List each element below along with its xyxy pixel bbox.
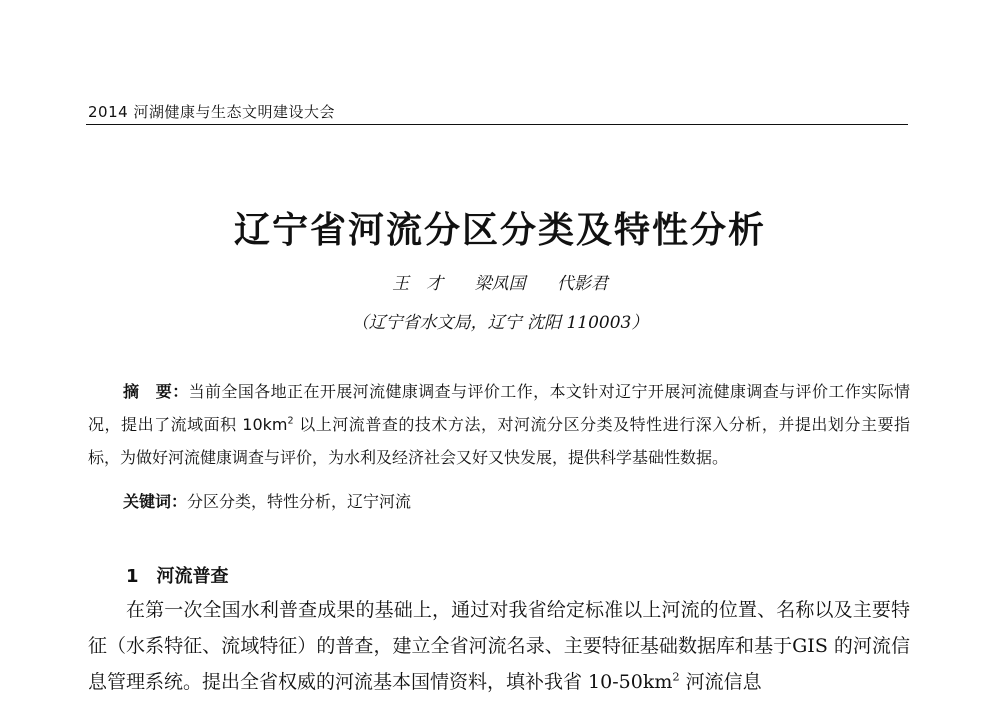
abstract-text: 当前全国各地正在开展河流健康调查与评价工作，本文针对辽宁开展河流健康调查与评价工作实际情况，提出了流域面积 10km [88, 382, 910, 434]
author-name: 代影君 [556, 274, 608, 294]
abstract-label: 摘 要： [123, 382, 189, 401]
author-affiliation: （辽宁省水文局，辽宁 沈阳 110003） [351, 313, 649, 333]
paragraph-text-continued: 河流信息 [679, 671, 762, 693]
abstract-superscript: 2 [287, 415, 294, 427]
running-header: 2014 河湖健康与生态文明建设大会 [88, 103, 335, 121]
abstract [88, 375, 910, 474]
paragraph-superscript: 2 [672, 669, 680, 684]
author-name: 梁凤国 [474, 274, 526, 294]
keywords-text: 分区分类，特性分析，辽宁河流 [187, 492, 412, 511]
keywords [123, 489, 411, 512]
keywords-label: 关键词： [123, 492, 188, 511]
paragraph-text: 在第一次全国水利普查成果的基础上，通过对我省给定标准以上河流的位置、名称以及主要特征（水系特征、流域特征）的普查，建立全省河流名录、主要特征基础数据库和基于GIS 的河流信息管理系统。提出全省权威的河流基本国情资料，填补我省 10-50km [88, 599, 910, 693]
paper-title: 辽宁省河流分区分类及特性分析 [233, 209, 766, 251]
abstract-text-continued: 以上河流普查的技术方法，对河流分区分类及特性进行深入分析，并提出划分主要指标，为做好河流健康调查与评价，为水利及经济社会又好又快发展，提供科学基础性数据。 [88, 415, 910, 467]
author-list [0, 269, 1000, 294]
author-name: 王 才 [392, 274, 444, 294]
body-paragraph [88, 592, 910, 700]
section-heading: 1 河流普查 [126, 566, 229, 587]
header-rule [86, 124, 908, 125]
